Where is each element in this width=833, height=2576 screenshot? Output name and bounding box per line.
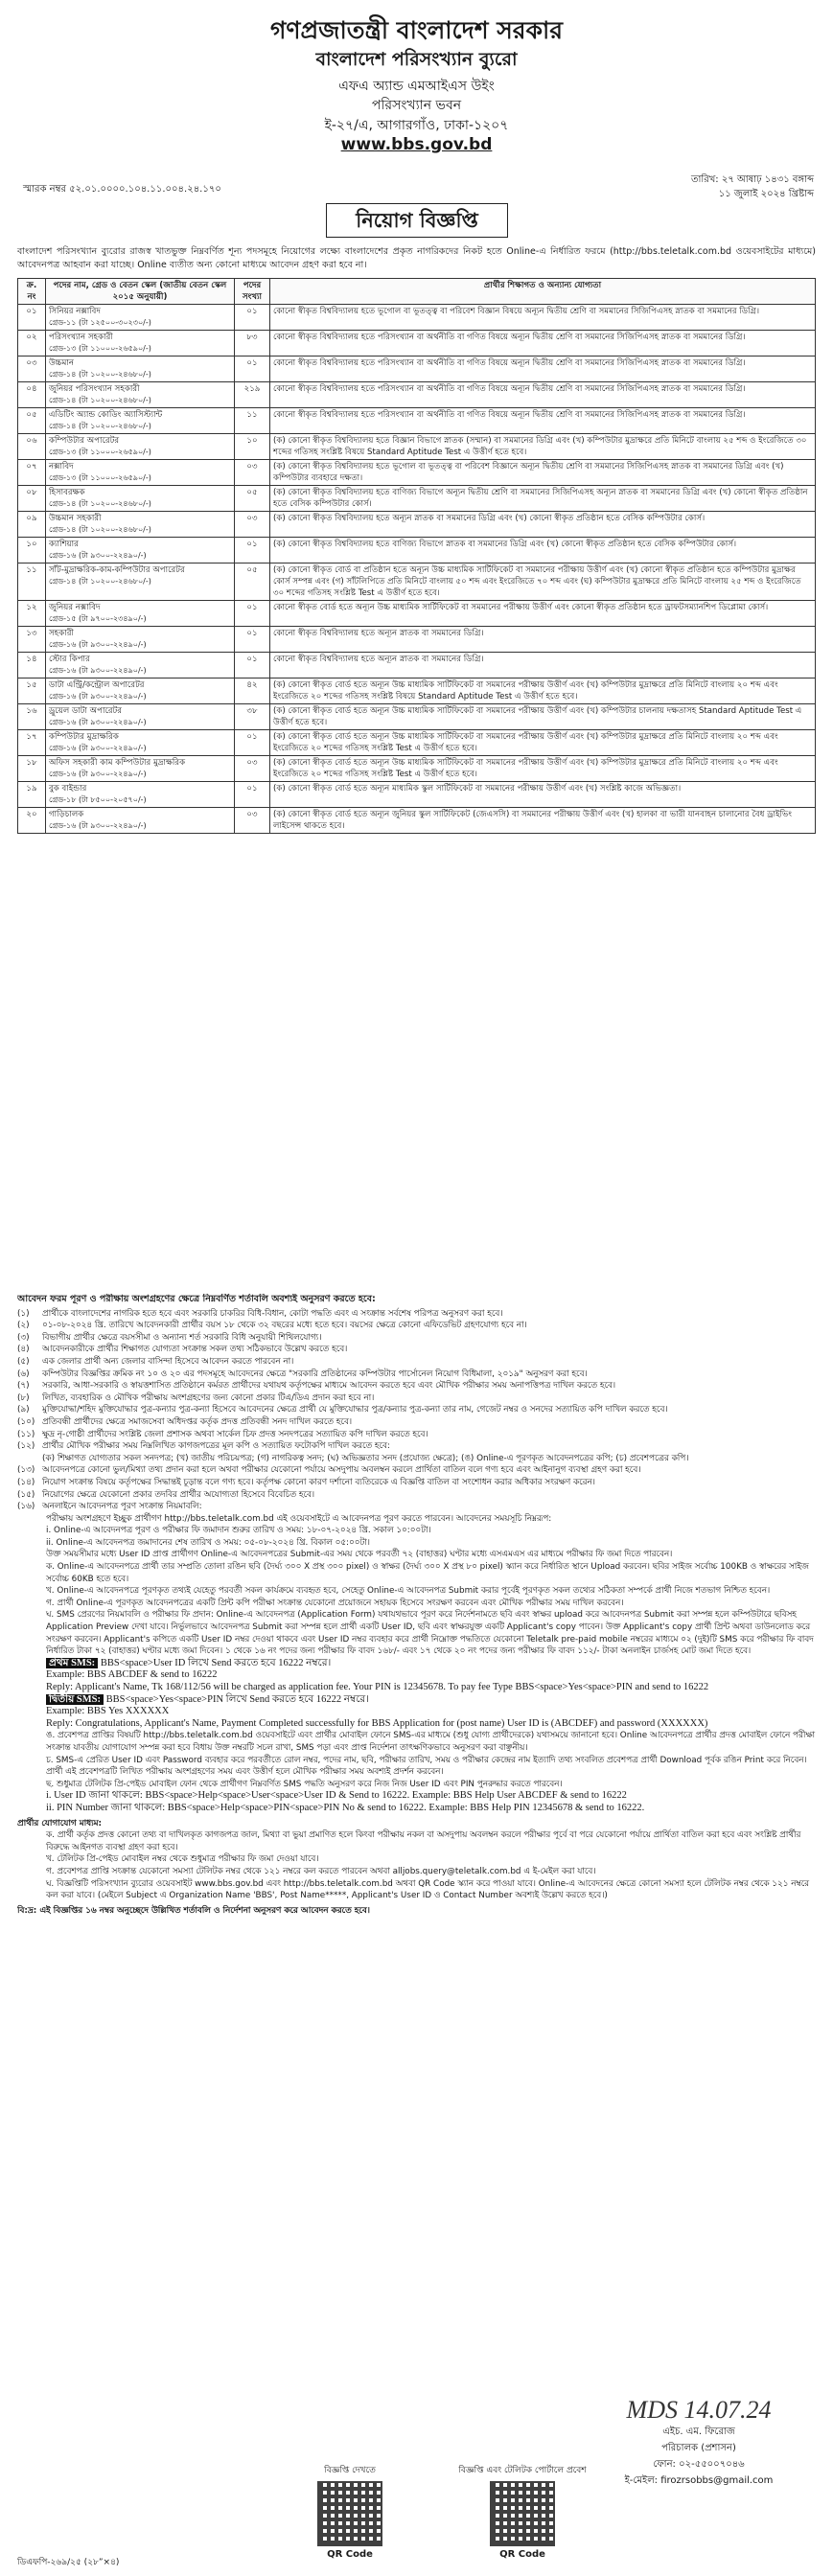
first-sms-label: প্রথম SMS: [46, 1658, 98, 1668]
row-qualification: কোনো স্বীকৃত বিশ্ববিদ্যালয় হতে পরিসংখ্যান বা অর্থনীতি বা গণিত বিষয়ে অন্যূন দ্বিতীয় শ্রেণি বা সমমানের সিজিপিএসহ স্নাতক বা সমমানের ডিগ্রি। [270, 382, 816, 408]
condition-text: প্রতিবন্ধী প্রার্থীদের ক্ষেত্রে সমাজসেবা অধিদপ্তর কর্তৃক প্রদত্ত প্রতিবন্ধী সনদ দাখিল করতে হবে। [42, 1416, 352, 1427]
table-row [18, 408, 816, 434]
row-post-name [46, 460, 235, 486]
post-grade: গ্রেড-১৮ (টা ৮৫০০-২০৫৭০/-) [49, 795, 147, 804]
row-qualification: (ক) কোনো স্বীকৃত বিশ্ববিদ্যালয় হতে অন্যূন স্নাতক বা সমমানের ডিগ্রি এবং (খ) কোনো স্বীকৃত প্রতিষ্ঠান হতে বেসিক কম্পিউটার কোর্স। [270, 512, 816, 538]
condition-text: (ক) শিক্ষাগত যোগ্যতার সকল সনদপত্র; (খ) জাতীয় পরিচয়পত্র; (গ) নাগরিকত্ব সনদ; (ঘ) অভিজ্ঞতার সনদ (প্রযোজ্য ক্ষেত্রে); (ঙ) Online-এ পূরণকৃত আবেদনপত্রের কপি; (চ) প্রবেশপত্রের কপি। [42, 1453, 689, 1463]
post-grade: গ্রেড-১৩ (টা ১১০০০-২৬৫৯০/-) [49, 448, 151, 456]
signatory-phone: ফোন: ০২-৫৫০০৭০৪৬ [653, 2459, 745, 2470]
contact-note-4: ঘ. বিজ্ঞপ্তিটি পরিসংখ্যান ব্যুরোর ওয়েবসাইট www.bbs.gov.bd এবং http://bbs.teletalk.com.bd অথবা QR Code স্ক্যান করে পাওয়া যাবে। Online-এ আবেদনের ক্ষেত্রে কোনো সমস্যা হলে টেলিটক নম্বর থেকে ১২১ নম্বরে কল করা যাবে। (মেইলে Subject এ Organization Name 'BBS', Post Name*****, Applicant's User ID ও Contact Number অবশ্যই উল্লেখ করতে হবে।) [46, 1878, 810, 1901]
wing-name: এফএ অ্যান্ড এমআইএস উইং [338, 79, 495, 94]
condition-text: আবেদনপত্রে কোনো ভুল/মিথ্যা তথ্য প্রদান করা হলে অথবা পরীক্ষার যেকোনো পর্যায়ে অসদুপায় অবলম্বন করলে প্রার্থিতা বাতিল বলে গণ্য হবে এবং আইনানুগ ব্যবস্থা গ্রহণ করা হবে। [42, 1465, 641, 1476]
row-serial: ১১ [18, 564, 46, 601]
row-qualification: (ক) কোনো স্বীকৃত বোর্ড বা প্রতিষ্ঠান হতে অন্যূন উচ্চ মাধ্যমিক সার্টিফিকেট বা সমমানের পরীক্ষায় উত্তীর্ণ এবং (খ) কোনো স্বীকৃত প্রতিষ্ঠান হতে কম্পিউটার মুদ্রাক্ষর কোর্স সম্পন্ন এবং (গ) সাঁটলিপিতে প্রতি মিনিটে বাংলায় ৫০ শব্দ এবং ইংরেজিতে ৭০ শব্দ এবং (ঘ) কম্পিউটার মুদ্রাক্ষরে প্রতি মিনিটে বাংলায় ২৫ শব্দ ও ইংরেজিতে ৩০ শব্দের গতিসহ সংশ্লিষ্ট Test এ উত্তীর্ণ হতে হবে। [270, 564, 816, 601]
table-row [18, 382, 816, 408]
post-grade: গ্রেড-১৩ (টা ১১০০০-২৬৫৯০/-) [49, 344, 151, 353]
signatory-email[interactable]: ই-মেইল: firozrsobbs@gmail.com [624, 2475, 774, 2486]
post-grade: গ্রেড-১১ (টা ১২৫০০-৩০২৩০/-) [49, 318, 151, 327]
sms-intro: ঘ. SMS প্রেরণের নিয়মাবলি ও পরীক্ষার ফি প্রদান: Online-এ আবেদনপত্র (Application Form) যথাযথভাবে পূরণ করে নির্দেশনামতে ছবি এবং স্বাক্ষর upload করে আবেদনপত্র Submit করা সম্পন্ন হলে কম্পিউটারে ছবিসহ Application Preview দেখা যাবে। নির্ভুলভাবে আবেদনপত্র Submit করা সম্পন্ন হলে প্রার্থী একটি User ID, ছবি এবং স্বাক্ষরযুক্ত একটি Applicant's copy পাবেন। উক্ত Applicant's copy প্রার্থী প্রিন্ট অথবা ডাউনলোড করে সংরক্ষণ করবেন। Applicant's কপিতে একটি User ID নম্বর দেওয়া থাকবে এবং User ID নম্বর ব্যবহার করে প্রার্থী নিম্নোক্ত পদ্ধতিতে যেকোনো Teletalk pre-paid mobile নম্বরের মাধ্যমে ০২ (দুই)টি SMS করে পরীক্ষার ফি বাবদ নির্ধারিত টাকা ৭২ (বাহাত্তর) ঘণ্টার মধ্যে জমা দিবেন। ১ থেকে ১৬ নং পদের জন্য পরীক্ষার ফি বাবদ ১৬৮/- এবং ১৭ থেকে ২০ নং পদের জন্য পরীক্ষার ফি বাবদ ১১২/- টাকা অনলাইন চার্জসহ মোট জমা দিতে হবে। [46, 1610, 814, 1657]
row-serial: ১৭ [18, 730, 46, 756]
address: ই-২৭/এ, আগারগাঁও, ঢাকা-১২০৭ [324, 118, 509, 133]
schedule-end-text: Online-এ আবেদনপত্র জমাদানের শেষ তারিখ ও সময়: ০৫-০৮-২০২৪ খ্রি. বিকাল ০৫:০০টা। [56, 1537, 370, 1548]
row-qualification: (ক) কোনো স্বীকৃত বিশ্ববিদ্যালয় হতে বিজ্ঞান বিভাগে স্নাতক (সম্মান) বা সমমানের ডিগ্রি এবং (খ) কম্পিউটার মুদ্রাক্ষরে প্রতি মিনিটে বাংলায় ২৫ শব্দ ও ইংরেজিতে ৩০ শব্দের গতিসহ সংশ্লিষ্ট বিষয়ে Standard Aptitude Test এ উত্তীর্ণ হতে হবে। [270, 434, 816, 460]
post-grade: গ্রেড-১৬ (টা ৯৩০০-২২৪৯০/-) [49, 718, 147, 726]
row-serial: ০৯ [18, 512, 46, 538]
condition-number: (১১) [17, 1429, 35, 1439]
post-name: কম্পিউটার মুদ্রাক্ষরিক [49, 732, 119, 742]
post-grade: গ্রেড-১৬ (টা ৯৩০০-২২৪৯০/-) [49, 640, 147, 649]
row-serial: ০৪ [18, 382, 46, 408]
table-row [18, 782, 816, 808]
copy-instruction: গ. প্রার্থী Online-এ পূরণকৃত আবেদনপত্রের একটি প্রিন্ট কপি পরীক্ষা সংক্রান্ত যেকোনো প্রয়োজনে সহায়ক হিসেবে সংরক্ষণ করবেন এবং মৌখিক পরীক্ষার সময় দাখিল করবেন। [46, 1598, 624, 1608]
signature-block [603, 2396, 795, 2490]
online-instructions [46, 1513, 816, 1815]
post-name: নক্সাবিদ [49, 462, 74, 472]
table-row [18, 627, 816, 653]
row-qualification: (ক) কোনো স্বীকৃত বোর্ড হতে অন্যূন জুনিয়র স্কুল সার্টিফিকেট (জেএসসি) বা সমমানের পরীক্ষায় উত্তীর্ণ এবং (খ) হালকা বা ভারী যানবাহন চালানোর বৈধ ড্রাইভিং লাইসেন্স থাকতে হবে। [270, 808, 816, 834]
notice-title: নিয়োগ বিজ্ঞপ্তি [326, 203, 508, 238]
condition-item [17, 1453, 816, 1465]
table-row [18, 486, 816, 512]
row-serial: ০৮ [18, 486, 46, 512]
photo-instruction: ক. Online-এ আবেদনপত্রে প্রার্থী তার সম্প্রতি তোলা রঙিন ছবি (দৈর্ঘ্য ৩০০ X প্রস্থ ৩০০ pixel) ও স্বাক্ষর (দৈর্ঘ্য ৩০০ X প্রস্থ ৮০ pixel) স্ক্যান করে নির্ধারিত স্থানে Upload করবেন। ছবির সাইজ সর্বোচ্চ 100KB ও স্বাক্ষরের সাইজ সর্বোচ্চ 60KB হতে হবে। [46, 1562, 809, 1584]
row-post-name [46, 627, 235, 653]
row-qualification: (ক) কোনো স্বীকৃত বিশ্ববিদ্যালয় হতে ভূগোল বা ভূতত্ত্ব বা পরিবেশ বিজ্ঞানে অন্যূন দ্বিতীয় শ্রেণি বা সমমানের সিজিপিএসহ স্নাতক বা সমমানের ডিগ্রি এবং (খ) কম্পিউটার ব্যবহারে দক্ষতা। [270, 460, 816, 486]
second-sms-label: দ্বিতীয় SMS: [46, 1694, 104, 1705]
row-post-count: ১১ [235, 408, 270, 434]
post-grade: গ্রেড-১৩ (টা ১১০০০-২৬৫৯০/-) [49, 473, 151, 482]
condition-text: প্রার্থীর মৌখিক পরীক্ষার সময় নিম্নলিখিত কাগজপত্রের মূল কপি ও সত্যায়িত ফটোকপি দাখিল করতে হবে: [42, 1441, 390, 1452]
row-post-name [46, 653, 235, 678]
post-grade: গ্রেড-১৪ (টা ১০২০০-২৪৬৮০/-) [49, 422, 151, 430]
table-header-row [18, 279, 816, 305]
special-note: বি:দ্র: এই বিজ্ঞপ্তির ১৬ নম্বর অনুচ্ছেদে উল্লিখিত শর্তাবলি ও নির্দেশনা অনুসরণ করে আবেদন করতে হবে। [17, 1905, 370, 1916]
row-post-name [46, 382, 235, 408]
contact-section [17, 1818, 816, 1902]
condition-item [17, 1368, 816, 1381]
condition-number: (৮) [17, 1392, 30, 1403]
signature-image: MDS 14.07.24 [626, 2396, 772, 2424]
contact-note-1: ক. প্রার্থী কর্তৃক প্রদত্ত কোনো তথ্য বা দাখিলকৃত কাগজপত্র জাল, মিথ্যা বা ভুয়া প্রমাণিত হলে কিংবা পরীক্ষায় নকল বা অসদুপায় অবলম্বন করলে পরীক্ষার পূর্বে বা পরে যেকোনো পর্যায়ে প্রার্থিতা বাতিল করা হবে এবং সংশ্লিষ্ট প্রার্থীর বিরুদ্ধে আইনগত ব্যবস্থা গ্রহণ করা হবে। [46, 1830, 801, 1852]
condition-text: নিয়োগের ক্ষেত্রে যেকোনো প্রকার তদবির প্রার্থীর অযোগ্যতা হিসেবে বিবেচিত হবে। [42, 1489, 315, 1500]
qr-notice-caption: বিজ্ঞপ্তি দেখতে [324, 2466, 376, 2475]
contact-heading: প্রার্থীর যোগাযোগ মাধ্যম: [17, 1818, 103, 1828]
row-post-count: ৮৩ [235, 331, 270, 356]
condition-text: ক্ষুদ্র নৃ-গোষ্ঠী প্রার্থীদের সংশ্লিষ্ট জেলা প্রশাসক অথবা সার্কেল চিফ প্রদত্ত সনদপত্রের সত্যায়িত কপি দাখিল করতে হবে। [42, 1429, 428, 1439]
contact-note-2: খ. টেলিটক প্রি-পেইড মোবাইল নম্বর থেকে শুধুমাত্র পরীক্ষার ফি জমা দেওয়া যাবে। [46, 1854, 319, 1865]
condition-item [17, 1429, 816, 1441]
post-name: ক্যাশিয়ার [49, 540, 79, 549]
second-sms-block [46, 1694, 816, 1707]
row-post-count: ০৩ [235, 512, 270, 538]
post-name: সাঁট-মুদ্রাক্ষরিক-কাম-কম্পিউটার অপারেটর [49, 565, 185, 575]
post-name: ড্রুয়েল ডাটা অপারেটর [49, 706, 123, 716]
row-serial: ২০ [18, 808, 46, 834]
condition-item [17, 1380, 816, 1392]
post-grade: গ্রেড-১৬ (টা ৯৩০০-২২৪৯০/-) [49, 770, 147, 778]
row-post-name [46, 782, 235, 808]
row-post-count: ০১ [235, 627, 270, 653]
date-gregorian: ১১ জুলাই ২০২৪ খ্রিষ্টাব্দ [718, 189, 814, 199]
row-qualification: (ক) কোনো স্বীকৃত বোর্ড হতে অন্যূন উচ্চ মাধ্যমিক সার্টিফিকেট বা সমমানের পরীক্ষায় উত্তীর্ণ এবং (খ) কম্পিউটার মুদ্রাক্ষরে প্রতি মিনিটে বাংলায় ২০ শব্দ এবং ইংরেজিতে ২০ শব্দের গতিসহ সংশ্লিষ্ট Test এ উত্তীর্ণ হতে হবে। [270, 730, 816, 756]
conditions-section [17, 1294, 816, 2492]
condition-text: মুক্তিযোদ্ধা/শহিদ মুক্তিযোদ্ধার পুত্র-কন্যার পুত্র-কন্যা হিসেবে আবেদনের ক্ষেত্রে প্রার্থী যে মুক্তিযোদ্ধার পুত্র/কন্যার পুত্র-কন্যা তার নাম, গেজেট নম্বর ও সনদের সত্যায়িত কপি দাখিল করতে হবে। [42, 1405, 668, 1415]
row-serial: ১০ [18, 538, 46, 564]
row-post-name [46, 601, 235, 627]
post-grade: গ্রেড-১৬ (টা ৯৩০০-২২৪৯০/-) [49, 744, 147, 752]
row-post-count: ০৩ [235, 808, 270, 834]
row-post-count: ১০ [235, 434, 270, 460]
row-serial: ০৫ [18, 408, 46, 434]
post-name: কম্পিউটার অপারেটর [49, 436, 120, 446]
condition-number: (৬) [17, 1368, 30, 1379]
building-name: পরিসংখ্যান ভবন [371, 98, 462, 113]
table-row [18, 756, 816, 782]
row-qualification: (ক) কোনো স্বীকৃত বিশ্ববিদ্যালয় হতে বাণিজ্য বিভাগে অন্যূন দ্বিতীয় শ্রেণি বা সমমানের সিজিপিএসহ অন্যূন স্নাতক বা সমমানের ডিগ্রি এবং (খ) কোনো স্বীকৃত প্রতিষ্ঠান হতে বেসিক কম্পিউটার কোর্স। [270, 486, 816, 512]
post-grade: গ্রেড-১৬ (টা ৯৩০০-২২৪৯০/-) [49, 551, 147, 560]
condition-item [17, 1344, 816, 1356]
post-name: জুনিয়র পরিসংখ্যান সহকারী [49, 384, 140, 394]
table-row [18, 678, 816, 704]
dfp-number: ডিএফপি-২৬৯/২৫ (২৮”×৪) [17, 2558, 120, 2567]
row-qualification: কোনো স্বীকৃত বিশ্ববিদ্যালয় হতে পরিসংখ্যান বা অর্থনীতি বা গণিত বিষয়ে অন্যূন দ্বিতীয় শ্রেণি বা সমমানের সিজিপিএসহ স্নাতক বা সমমানের ডিগ্রি। [270, 356, 816, 382]
condition-number: (১০) [17, 1416, 35, 1427]
row-serial: ১২ [18, 601, 46, 627]
row-post-count: ০১ [235, 305, 270, 331]
table-row [18, 356, 816, 382]
row-qualification: (ক) কোনো স্বীকৃত বোর্ড হতে অন্যূন উচ্চ মাধ্যমিক সার্টিফিকেট বা সমমানের পরীক্ষায় উত্তীর্ণ এবং (খ) কম্পিউটার চালনায় দক্ষতাসহ Standard Aptitude Test এ উত্তীর্ণ হতে হবে। [270, 704, 816, 730]
conditions-list [17, 1308, 816, 1513]
qr-teletalk-label: QR Code [499, 2549, 545, 2560]
row-qualification: কোনো স্বীকৃত বিশ্ববিদ্যালয় হতে ভূগোল বা ভূতত্ত্ব বা পরিবেশ বিজ্ঞান বিষয়ে অন্যূন দ্বিতীয় শ্রেণি বা সমমানের সিজিপিএসহ স্নাতক বা সমমানের ডিগ্রি। [270, 305, 816, 331]
condition-number: (১৬) [17, 1502, 35, 1512]
condition-item [17, 1477, 816, 1489]
condition-number: (৯) [17, 1405, 30, 1415]
post-grade: গ্রেড-১৪ (টা ১০২০০-২৪৬৮০/-) [49, 577, 151, 586]
row-post-count: ০১ [235, 730, 270, 756]
condition-text: প্রার্থীকে বাংলাদেশের নাগরিক হতে হবে এবং সরকারি চাকরির বিধি-বিধান, কোটা পদ্ধতি এবং এ সংক্রান্ত সর্বশেষ পরিপত্র অনুসরণ করা হবে। [42, 1308, 503, 1319]
condition-number: (২) [17, 1321, 30, 1331]
row-serial: ১৮ [18, 756, 46, 782]
second-sms-reply: Reply: Congratulations, Applicant's Name, Payment Completed successfully for BBS Application for (post name) User ID is (ABCDEF) and password (XXXXXX) [46, 1717, 708, 1729]
row-post-name [46, 756, 235, 782]
row-post-name [46, 730, 235, 756]
row-post-name [46, 512, 235, 538]
row-post-count: ২১৯ [235, 382, 270, 408]
post-name: অফিস সহকারী কাম কম্পিউটার মুদ্রাক্ষরিক [49, 758, 186, 768]
signatory-title: পরিচালক (প্রশাসন) [661, 2443, 736, 2453]
row-qualification: কোনো স্বীকৃত বিশ্ববিদ্যালয় হতে অন্যূন স্নাতক বা সমমানের ডিগ্রি। [270, 627, 816, 653]
condition-item [17, 1404, 816, 1416]
first-sms-reply: Reply: Applicant's Name, Tk 168/112/56 will be charged as application fee. Your PIN is 12345678. To pay fee Type BBS<space>Yes<space>PIN and send to 16222 [46, 1682, 709, 1692]
second-sms-format: BBS<space>Yes<space>PIN লিখে Send করতে হবে 16222 নম্বরে। [105, 1693, 369, 1705]
row-qualification: কোনো স্বীকৃত বিশ্ববিদ্যালয় হতে অন্যূন স্নাতক বা সমমানের ডিগ্রি। [270, 653, 816, 678]
table-row [18, 305, 816, 331]
table-row [18, 564, 816, 601]
condition-number: (১৪) [17, 1477, 35, 1487]
row-qualification: (ক) কোনো স্বীকৃত বোর্ড হতে অন্যূন উচ্চ মাধ্যমিক সার্টিফিকেট বা সমমানের পরীক্ষায় উত্তীর্ণ এবং (খ) কম্পিউটার মুদ্রাক্ষরে প্রতি মিনিটে বাংলায় ২০ শব্দ এবং ইংরেজিতে ২০ শব্দের গতিসহ সংশ্লিষ্ট বিষয়ে Standard Aptitude Test এ উত্তীর্ণ হতে হবে। [270, 678, 816, 704]
recover-pin: ii. PIN Number জানা থাকলে: BBS<space>Help<space>PIN<space>PIN No & send to 16222. Example: BBS Help PIN 12345678 & send to 16222. [46, 1802, 645, 1813]
memo-number: স্মারক নম্বর ৫২.০১.০০০০.১০৪.১১.০০৪.২৪.১৭০ [23, 184, 221, 195]
post-name: পরিসংখ্যান সহকারী [49, 333, 113, 342]
row-post-name [46, 434, 235, 460]
post-grade: গ্রেড-১৪ (টা ১০২০০-২৪৬৮০/-) [49, 525, 151, 534]
condition-number: (১৩) [17, 1465, 35, 1476]
condition-text: আবেদনকারীকে প্রার্থীর শিক্ষাগত যোগ্যতা সংক্রান্ত সকল তথ্য সঠিকভাবে উল্লেখ করতে হবে। [42, 1345, 348, 1355]
condition-item [17, 1440, 816, 1453]
condition-item [17, 1392, 816, 1405]
condition-number: (১২) [17, 1441, 35, 1452]
post-name: গাড়িচালক [49, 810, 84, 819]
row-post-name [46, 331, 235, 356]
row-post-count: ০৫ [235, 564, 270, 601]
header-qualification: প্রার্থীর শিক্ষাগত ও অন্যান্য যোগ্যতা [270, 279, 816, 305]
submit-instruction: খ. Online-এ আবেদনপত্রে পূরণকৃত তথ্যই যেহেতু পরবর্তী সকল কার্যক্রমে ব্যবহৃত হবে, সেহেতু Online-এ আবেদনপত্র Submit করার পূর্বেই পূরণকৃত সকল তথ্যের সঠিকতা সম্পর্কে প্রার্থী নিজে শতভাগ নিশ্চিত হবেন। [46, 1586, 771, 1597]
row-post-count: ০৫ [235, 486, 270, 512]
qr-notice-label: QR Code [327, 2549, 373, 2560]
recover-userid: i. User ID জানা থাকলে: BBS<space>Help<space>User<space>User ID & Send to 16222. Example: BBS Help User ABCDEF & send to 16222 [46, 1790, 627, 1802]
row-serial: ০৬ [18, 434, 46, 460]
post-grade: গ্রেড-১৪ (টা ১০২০০-২৪৬৮০/-) [49, 396, 151, 404]
post-name: জুনিয়র নক্সাবিদ [49, 603, 101, 612]
table-row [18, 434, 816, 460]
government-title: গণপ্রজাতন্ত্রী বাংলাদেশ সরকার [270, 16, 563, 44]
condition-text: কম্পিউটার বিজ্ঞপ্তির ক্রমিক নং ১০ ও ২০ এর পদসমূহে আবেদনের ক্ষেত্রে "সরকারি প্রতিষ্ঠানের কম্পিউটার পার্সোনেল নিয়োগ বিধিমালা, ২০১৯" অনুসরণ করা হবে। [42, 1368, 588, 1379]
row-serial: ১৩ [18, 627, 46, 653]
row-qualification: কোনো স্বীকৃত বোর্ড হতে অন্যূন উচ্চ মাধ্যমিক সার্টিফিকেট বা সমমানের পরীক্ষায় উত্তীর্ণ এবং কোনো স্বীকৃত প্রতিষ্ঠান হতে ড্রাফটসম্যানশিপ ডিপ্লোমা কোর্স। [270, 601, 816, 627]
row-post-count: ০১ [235, 782, 270, 808]
row-qualification: কোনো স্বীকৃত বিশ্ববিদ্যালয় হতে পরিসংখ্যান বা অর্থনীতি বা গণিত বিষয়ে অন্যূন দ্বিতীয় শ্রেণি বা সমমানের সিজিপিএসহ স্নাতক বা সমমানের ডিগ্রি। [270, 408, 816, 434]
row-post-count: ০১ [235, 538, 270, 564]
online-intro: পরীক্ষায় অংশগ্রহণে ইচ্ছুক প্রার্থীগণ http://bbs.teletalk.com.bd এই ওয়েবসাইটে এ আবেদনপত্র পূরণ করতে পারবেন। আবেদনের সময়সূচি নিম্নরূপ: [46, 1513, 552, 1524]
first-sms-example: Example: BBS ABCDEF & send to 16222 [46, 1669, 218, 1681]
row-serial: ০৩ [18, 356, 46, 382]
row-post-count: ০১ [235, 356, 270, 382]
condition-item [17, 1356, 816, 1368]
teletalk-only-note: ছ. শুধুমাত্র টেলিটক প্রি-পেইড মোবাইল ফোন থেকে প্রার্থীগণ নিম্নবর্ণিত SMS পদ্ধতি অনুসরণ করে নিজ নিজ User ID এবং PIN পুনরুদ্ধার করতে পারবেন। [46, 1779, 563, 1789]
row-post-name [46, 486, 235, 512]
download-instruction: চ. SMS-এ প্রেরিত User ID এবং Password ব্যবহার করে পরবর্তীতে রোল নম্বর, পদের নাম, ছবি, পরীক্ষার তারিখ, সময় ও পরীক্ষার কেন্দ্রের নাম ইত্যাদি তথ্য সংবলিত প্রবেশপত্র প্রার্থী Download পূর্বক রঙিন Print করে নিবেন। প্রার্থী এই প্রবেশপত্রটি লিখিত পরীক্ষায় অংশগ্রহণের সময় এবং উত্তীর্ণ হলে মৌখিক পরীক্ষার সময় অবশ্যই প্রদর্শন করবেন। [46, 1755, 807, 1778]
row-post-count: ০১ [235, 653, 270, 678]
post-name: ডাটা এন্ট্রি/কন্ট্রোল অপারেটর [49, 680, 145, 690]
post-name: উচ্চমান সহকারী [49, 514, 102, 523]
post-grade: গ্রেড-১৪ (টা ১০২০০-২৪৬৮০/-) [49, 499, 151, 508]
condition-number: (১) [17, 1308, 30, 1319]
row-post-name [46, 704, 235, 730]
signatory-name: এইচ. এম. ফিরোজ [662, 2426, 735, 2437]
condition-text: ০১-০৮-২০২৪ খ্রি. তারিখে আবেদনকারী প্রার্থীর বয়স ১৮ থেকে ৩২ বছরের মধ্যে হতে হবে। বয়সের ক্ষেত্রে কোনো এফিডেভিট গ্রহণযোগ্য হবে না। [42, 1321, 527, 1331]
condition-item [17, 1464, 816, 1477]
table-row [18, 653, 816, 678]
date-bengali: তারিখ: ২৭ আষাঢ় ১৪৩১ বঙ্গাব্দ [690, 174, 814, 185]
row-post-name [46, 408, 235, 434]
row-post-count: ০৩ [235, 460, 270, 486]
condition-text: লিখিত, ব্যবহারিক ও মৌখিক পরীক্ষায় অংশগ্রহণের জন্য কোনো প্রকার টিএ/ডিএ প্রদান করা হবে না। [42, 1392, 375, 1403]
row-post-count: ০৩ [235, 756, 270, 782]
organization-name: বাংলাদেশ পরিসংখ্যান ব্যুরো [315, 49, 518, 70]
qr-teletalk-caption: বিজ্ঞপ্তি এবং টেলিটক পোর্টালে প্রবেশ [458, 2466, 587, 2475]
table-row [18, 538, 816, 564]
post-name: এডিটিং অ্যান্ড কোডিং অ্যাসিস্ট্যান্ট [49, 410, 163, 420]
row-serial: ১৪ [18, 653, 46, 678]
header-serial: ক্র. নং [18, 279, 46, 305]
condition-item [17, 1332, 816, 1345]
row-post-name [46, 305, 235, 331]
table-row [18, 730, 816, 756]
row-post-name [46, 538, 235, 564]
row-qualification: কোনো স্বীকৃত বিশ্ববিদ্যালয় হতে পরিসংখ্যান বা অর্থনীতি বা গণিত বিষয়ে অন্যূন দ্বিতীয় শ্রেণি বা সমমানের সিজিপিএসহ স্নাতক বা সমমানের ডিগ্রি। [270, 331, 816, 356]
row-post-count: ৩৮ [235, 704, 270, 730]
post-name: সহকারী [49, 629, 74, 638]
schedule-fee: উক্ত সময়সীমার মধ্যে User ID প্রাপ্ত প্রার্থীগণ Online-এ আবেদনপত্রের Submit-এর সময় থেকে পরবর্তী ৭২ (বাহাত্তর) ঘণ্টার মধ্যে এসএমএস এর মাধ্যমে পরীক্ষার ফি জমা দিতে পারবেন। [46, 1550, 673, 1560]
row-serial: ০২ [18, 331, 46, 356]
condition-number: (৪) [17, 1345, 30, 1355]
condition-item [17, 1489, 816, 1502]
conditions-heading: আবেদন ফরম পূরণ ও পরীক্ষায় অংশগ্রহণের ক্ষেত্রে নিম্নবর্ণিত শর্তাবলি অবশ্যই অনুসরণ করতে হবে: [17, 1294, 376, 1304]
qr-code-icon[interactable] [317, 2481, 382, 2546]
header-post-name: পদের নাম, গ্রেড ও বেতন স্কেল (জাতীয় বেতন স্কেল ২০১৫ অনুযায়ী) [46, 279, 235, 305]
header-post-count: পদের সংখ্যা [235, 279, 270, 305]
schedule-end: ii. Online-এ আবেদনপত্র জমাদানের শেষ তারিখ ও সময়: ০৫-০৮-২০২৪ খ্রি. বিকাল ০৫:০০টা। [46, 1537, 370, 1548]
row-post-name [46, 808, 235, 834]
schedule-start: i. Online-এ আবেদনপত্র পূরণ ও পরীক্ষার ফি জমাদান শুরুর তারিখ ও সময়: ১৮-০৭-২০২৪ খ্রি. সকাল ১০:০০টা। [46, 1526, 431, 1536]
condition-item [17, 1320, 816, 1332]
post-grade: গ্রেড-১৬ (টা ৯৩০০-২২৪৯০/-) [49, 666, 147, 675]
row-post-count: ৪২ [235, 678, 270, 704]
table-row [18, 601, 816, 627]
row-post-count: ০১ [235, 601, 270, 627]
row-qualification: (ক) কোনো স্বীকৃত বোর্ড হতে অন্যূন উচ্চ মাধ্যমিক সার্টিফিকেট বা সমমানের পরীক্ষায় উত্তীর্ণ এবং (খ) কম্পিউটার মুদ্রাক্ষরে প্রতি মিনিটে বাংলায় ২০ শব্দ এবং ইংরেজিতে ২০ শব্দের গতিসহ সংশ্লিষ্ট Test এ উত্তীর্ণ হতে হবে। [270, 756, 816, 782]
condition-item [17, 1308, 816, 1321]
condition-text: বিভাগীয় প্রার্থীর ক্ষেত্রে বয়সসীমা ও অন্যান্য শর্ত সরকারি বিধি অনুযায়ী শিথিলযোগ্য। [42, 1332, 322, 1343]
condition-text: সরকারি, আধা-সরকারি ও স্বায়ত্তশাসিত প্রতিষ্ঠানে কর্মরত প্রার্থীদের যথাযথ কর্তৃপক্ষের মাধ্যমে আবেদন করতে হবে এবং মৌখিক পরীক্ষার সময় অনাপত্তিপত্র দাখিল করতে হবে। [42, 1381, 616, 1392]
table-row [18, 460, 816, 486]
row-qualification: (ক) কোনো স্বীকৃত বিশ্ববিদ্যালয় হতে বাণিজ্য বিভাগে স্নাতক বা সমমানের ডিগ্রি এবং (খ) কোনো স্বীকৃত প্রতিষ্ঠান হতে বেসিক কম্পিউটার কোর্স। [270, 538, 816, 564]
table-row [18, 512, 816, 538]
row-post-name [46, 678, 235, 704]
condition-number: (১৫) [17, 1489, 35, 1500]
condition-item [17, 1501, 816, 1513]
row-qualification: (ক) কোনো স্বীকৃত বোর্ড হতে অন্যূন মাধ্যমিক স্কুল সার্টিফিকেট বা সমমানের পরীক্ষায় উত্তীর্ণ এবং (খ) সংশ্লিষ্ট কাজে অভিজ্ঞতা। [270, 782, 816, 808]
first-sms-format: BBS<space>User ID লিখে Send করতে হবে 16222 নম্বরে। [100, 1657, 332, 1668]
intro-paragraph: বাংলাদেশ পরিসংখ্যান ব্যুরোর রাজস্ব খাতভুক্ত নিম্নবর্ণিত শূন্য পদসমূহে নিয়োগের লক্ষ্যে বাংলাদেশের প্রকৃত নাগরিকদের নিকট হতে Online-এ নির্ধারিত ফরমে (http://bbs.teletalk.com.bd ওয়েবসাইটের মাধ্যমে) আবেদনপত্র আহবান করা যাচ্ছে। Online ব্যতীত অন্য কোনো মাধ্যমে আবেদন গ্রহণ করা হবে না। [17, 246, 816, 270]
row-serial: ০১ [18, 305, 46, 331]
condition-item [17, 1416, 816, 1429]
first-sms-block [46, 1658, 816, 1670]
post-name: হিসাবরক্ষক [49, 488, 85, 497]
condition-text: অনলাইনে আবেদনপত্র পূরণ সংক্রান্ত নিয়মাবলি: [42, 1502, 202, 1512]
table-row [18, 808, 816, 834]
schedule-start-text: Online-এ আবেদনপত্র পূরণ ও পরীক্ষার ফি জমাদান শুরুর তারিখ ও সময়: ১৮-০৭-২০২৪ খ্রি. সকাল ১০:০০টা। [54, 1526, 431, 1536]
condition-number: (৭) [17, 1381, 30, 1392]
table-row [18, 331, 816, 356]
post-name: বুক বাইন্ডার [49, 784, 87, 794]
row-post-name [46, 564, 235, 601]
qr-code-teletalk[interactable] [451, 2463, 594, 2560]
row-post-name [46, 356, 235, 382]
second-sms-example: Example: BBS Yes XXXXXX [46, 1706, 170, 1717]
condition-number [17, 1453, 42, 1465]
condition-number: (৩) [17, 1332, 30, 1343]
post-grade: গ্রেড-১৫ (টা ৯৭০০-২৩৪৯০/-) [49, 614, 147, 623]
row-serial: ১৬ [18, 704, 46, 730]
post-grade: গ্রেড-১৬ (টা ৯৩০০-২২৪৯০/-) [49, 692, 147, 701]
contact-note-3: গ. প্রবেশপত্র প্রাপ্তি সংক্রান্ত যেকোনো সমস্যা টেলিটক নম্বর থেকে ১২১ নম্বরে কল করতে পারবেন অথবা alljobs.query@teletalk.com.bd এ ই-মেইল করা যাবে। [46, 1866, 596, 1876]
condition-text: এক জেলার প্রার্থী অন্য জেলার বাসিন্দা হিসেবে আবেদন করতে পারবেন না। [42, 1356, 294, 1367]
qr-code-notice[interactable] [278, 2463, 422, 2560]
post-name: সিনিয়র নক্সাবিদ [49, 307, 101, 316]
post-grade: গ্রেড-১৬ (টা ৯৩০০-২২৪৯০/-) [49, 821, 147, 830]
post-name: উচ্চমান [49, 358, 74, 368]
row-serial: ০৭ [18, 460, 46, 486]
condition-number: (৫) [17, 1356, 30, 1367]
table-row [18, 704, 816, 730]
admit-instruction: ঙ. প্রবেশপত্র প্রাপ্তির বিষয়টি http://bbs.teletalk.com.bd ওয়েবসাইটে এবং প্রার্থীর মোবাইল ফোনে SMS-এর মাধ্যমে (শুধু যোগ্য প্রার্থীদেরকে) যথাসময়ে জানানো হবে। Online আবেদনপত্রে প্রার্থীর প্রদত্ত মোবাইল ফোনে পরীক্ষা সংক্রান্ত যাবতীয় যোগাযোগ সম্পন্ন করা হবে বিধায় উক্ত নম্বরটি সচল রাখা, SMS পড়া এবং প্রাপ্ত নির্দেশনা তাৎক্ষণিকভাবে অনুসরণ করা বাঞ্ছনীয়। [46, 1731, 816, 1753]
post-grade: গ্রেড-১৪ (টা ১০২০০-২৪৬৮০/-) [49, 370, 151, 379]
row-serial: ১৫ [18, 678, 46, 704]
posts-table [17, 278, 816, 834]
qr-code-icon[interactable] [490, 2481, 555, 2546]
website-link[interactable]: www.bbs.gov.bd [340, 135, 493, 154]
row-serial: ১৯ [18, 782, 46, 808]
posts-table-body [18, 305, 816, 834]
post-name: স্টোর কিপার [49, 655, 90, 664]
condition-text: নিয়োগ সংক্রান্ত বিষয়ে কর্তৃপক্ষের সিদ্ধান্তই চূড়ান্ত বলে গণ্য হবে। কর্তৃপক্ষ কোনো কারণ দর্শানো ব্যতিরেকে এ বিজ্ঞপ্তি বাতিল বা সংশোধন করার অধিকার সংরক্ষণ করেন। [42, 1477, 595, 1487]
